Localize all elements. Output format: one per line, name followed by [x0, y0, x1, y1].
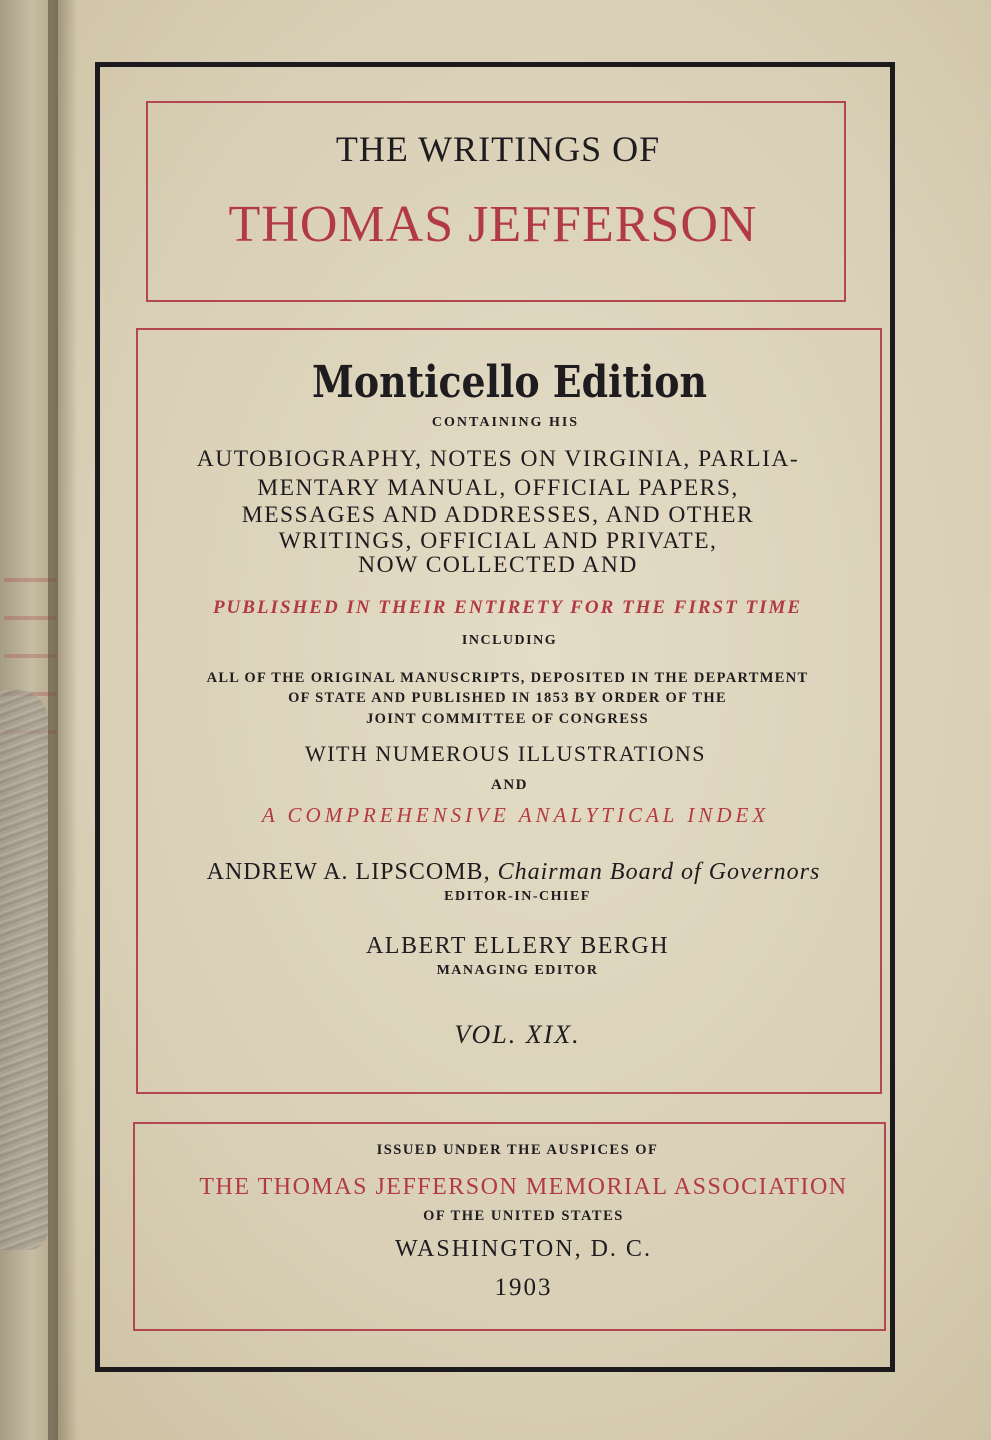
association-name: THE THOMAS JEFFERSON MEMORIAL ASSOCIATION: [199, 1174, 848, 1200]
issued-line: ISSUED UNDER THE AUSPICES OF: [376, 1142, 659, 1158]
containing-label: CONTAINING HIS: [431, 415, 580, 430]
contents-line: NOW COLLECTED AND: [358, 552, 638, 578]
title-line-1: THE WRITINGS OF: [335, 129, 661, 169]
publication-year: 1903: [494, 1274, 553, 1301]
editor-name: ANDREW A. LIPSCOMB,: [206, 859, 491, 885]
association-country: OF THE UNITED STATES: [423, 1208, 624, 1224]
editor-role: EDITOR-IN-CHIEF: [444, 889, 591, 904]
including-label: INCLUDING: [461, 633, 558, 648]
contents-line: MENTARY MANUAL, OFFICIAL PAPERS,: [257, 475, 739, 501]
title-line-2: THOMAS JEFFERSON: [228, 196, 758, 253]
contents-line: AUTOBIOGRAPHY, NOTES ON VIRGINIA, PARLIA-: [196, 446, 800, 472]
manuscripts-line: JOINT COMMITTEE OF CONGRESS: [366, 711, 649, 727]
managing-editor-name: ALBERT ELLERY BERGH: [365, 933, 670, 959]
editor-in-chief-line: [18, 859, 991, 886]
and-label: AND: [491, 777, 528, 793]
publication-city: WASHINGTON, D. C.: [395, 1236, 652, 1262]
manuscripts-line: ALL OF THE ORIGINAL MANUSCRIPTS, DEPOSITED IN THE DEPARTMENT: [206, 670, 809, 686]
volume-number: VOL. XIX.: [454, 1020, 581, 1049]
published-line: PUBLISHED IN THEIR ENTIRETY FOR THE FIRST TIME: [212, 597, 803, 618]
index-line: A COMPREHENSIVE ANALYTICAL INDEX: [261, 803, 770, 827]
manuscripts-line: OF STATE AND PUBLISHED IN 1853 BY ORDER OF THE: [288, 690, 727, 706]
illustrations-line: WITH NUMEROUS ILLUSTRATIONS: [304, 741, 707, 766]
contents-line: WRITINGS, OFFICIAL AND PRIVATE,: [278, 528, 718, 554]
edition-name: Monticello Edition: [311, 357, 708, 408]
contents-line: MESSAGES AND ADDRESSES, AND OTHER: [241, 502, 755, 528]
editor-title: Chairman Board of Governors: [497, 859, 821, 885]
managing-editor-role: MANAGING EDITOR: [436, 963, 599, 978]
